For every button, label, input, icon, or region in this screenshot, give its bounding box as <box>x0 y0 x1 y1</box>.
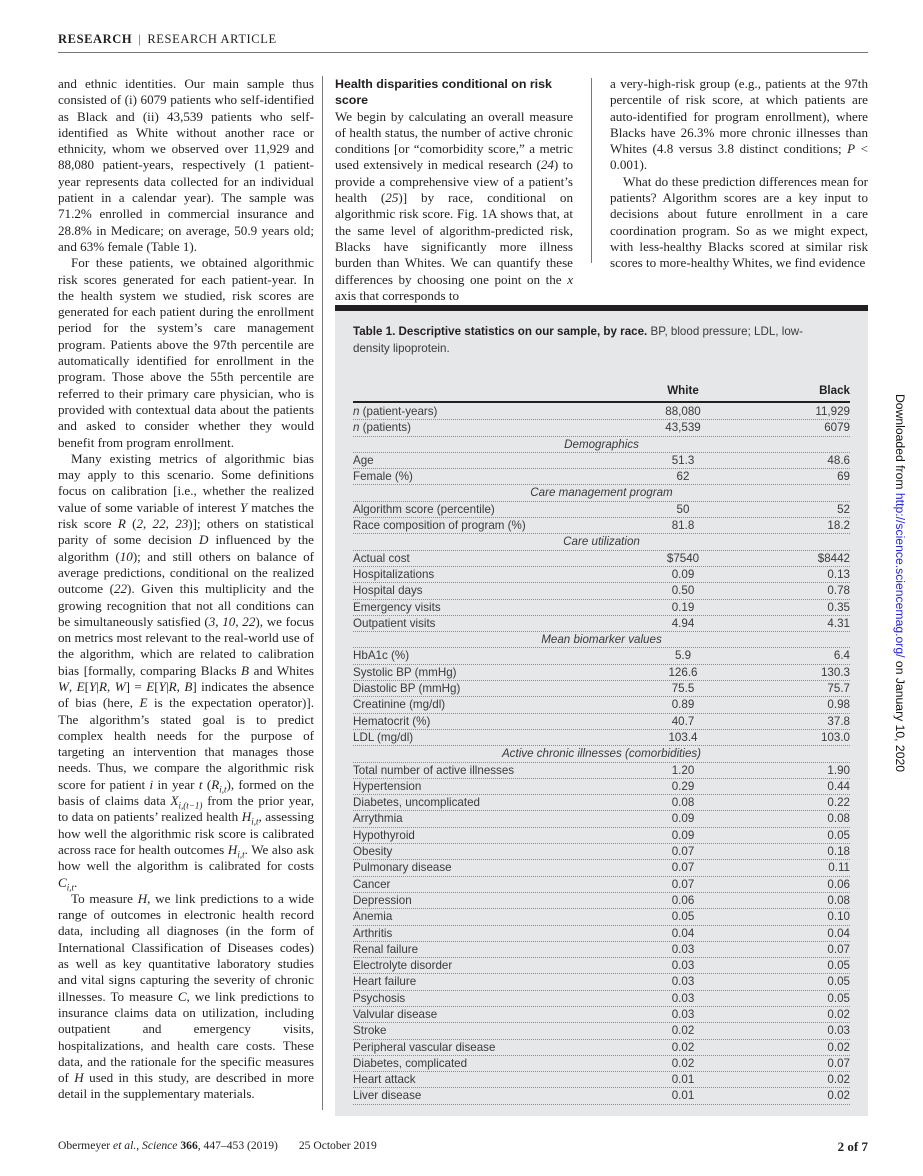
italic-run: 10 <box>222 613 236 629</box>
white-value: 50 <box>676 502 690 516</box>
paragraph <box>335 109 573 305</box>
italic-run: W <box>58 678 69 694</box>
text-run: from the prior year, to data on patients’ realized health <box>58 793 314 825</box>
white-value: 103.4 <box>668 730 698 744</box>
text-run: ); and still others on balance of average predictions, conditional on the realized outcome ( <box>58 548 314 597</box>
table-row <box>353 991 850 1007</box>
paragraph <box>610 76 868 174</box>
italic-run: 2 <box>136 516 143 532</box>
italic-run: t <box>198 776 203 792</box>
italic-run: 3 <box>208 613 216 629</box>
white-value: 0.03 <box>671 959 695 973</box>
italic-run: P <box>847 141 856 157</box>
white-value: 0.03 <box>671 1007 695 1021</box>
black-value: 0.04 <box>827 926 850 940</box>
article-type: RESEARCH ARTICLE <box>147 32 277 46</box>
paragraph <box>58 76 314 255</box>
row-label: Heart attack <box>353 1073 416 1087</box>
white-value: $7540 <box>666 551 700 565</box>
table-row <box>353 844 850 860</box>
row-label: LDL (mg/dl) <box>353 730 414 744</box>
table-row <box>353 926 850 942</box>
white-value: 0.01 <box>671 1073 695 1087</box>
text-run: What do these prediction differences mean for patients? Algorithm scores are a key input to decisions about future enrollment in a care coordination program. So as we might expect, with less-healthy Blacks scored at similar risk scores to more-healthy Whites, we find evidence <box>610 173 868 271</box>
table-row <box>353 942 850 958</box>
italic-run: B <box>184 678 193 694</box>
black-value: 69 <box>837 470 850 484</box>
table-row <box>353 730 850 746</box>
table-row <box>353 551 850 567</box>
row-label: Algorithm score (percentile) <box>353 502 495 516</box>
citation-authors: Obermeyer <box>58 1139 114 1152</box>
row-label: Hematocrit (%) <box>353 714 431 728</box>
paragraph <box>58 255 314 451</box>
white-value: 0.08 <box>671 796 695 810</box>
row-label: Electrolyte disorder <box>353 959 453 973</box>
italic-run: H <box>241 809 252 825</box>
italic-run: 10 <box>119 548 133 564</box>
white-value: 0.02 <box>671 1024 695 1038</box>
citation: Obermeyer et al., Science 366, 447–453 (2019) <box>58 1139 278 1152</box>
black-value: 75.7 <box>827 682 850 696</box>
page-number: 2 of 7 <box>837 1139 868 1154</box>
text-run: We begin by calculating an overall measure of health status, the number of active chronic conditions [or “comorbidity score,” a metric used extensively in medical research ( <box>335 108 573 173</box>
text-run: is the expectation operator)]. The algorithm’s stated goal is to predict complex health needs for the purpose of targeting an intervention that manages those needs. Thus, we compare the algorithmic risk score for patient <box>58 695 314 792</box>
table-body <box>353 404 850 1105</box>
white-value: 0.07 <box>671 845 695 859</box>
row-label: Creatinine (mg/dl) <box>353 698 446 712</box>
italic-run: H <box>137 890 148 906</box>
white-value: 0.01 <box>671 1089 695 1103</box>
table-row <box>353 714 850 730</box>
citation-journal: Science <box>142 1139 178 1152</box>
table-section-row: Active chronic illnesses (comorbidities) <box>353 746 850 762</box>
table-section-row: Demographics <box>353 437 850 453</box>
table-row <box>353 877 850 893</box>
subscript: i,(t−1) <box>178 800 203 811</box>
italic-run: H <box>227 841 238 857</box>
row-label: Depression <box>353 893 412 907</box>
footer <box>58 1139 868 1152</box>
table-row <box>353 420 850 436</box>
text-run: [ <box>84 678 90 694</box>
table-row <box>353 1007 850 1023</box>
white-value: 0.04 <box>671 926 695 940</box>
table-caption-text: BP, blood pressure; LDL, low-density lipoprotein. <box>353 325 804 355</box>
row-label: Total number of active illnesses <box>353 763 515 777</box>
text-run: , <box>68 678 77 694</box>
italic-run: B <box>241 662 250 678</box>
text-run: , <box>235 613 243 629</box>
black-value: 6.4 <box>833 649 850 663</box>
white-value: 0.03 <box>671 942 695 956</box>
white-value: 0.07 <box>671 877 695 891</box>
citation-pages: , 447–453 (2019) <box>197 1139 278 1152</box>
row-label: Outpatient visits <box>353 616 436 630</box>
text-run: , <box>143 516 153 532</box>
row-label: Diastolic BP (mmHg) <box>353 682 461 696</box>
black-value: 103.0 <box>820 730 850 744</box>
text-run: ), we focus on metrics most relevant to the real-world use of the algorithm, which are related to calibration bias [formally, comparing Blacks <box>58 613 315 678</box>
text-run: [ <box>154 678 159 694</box>
row-label: Hospitalizations <box>353 567 435 581</box>
black-value: 0.05 <box>827 975 850 989</box>
column-divider <box>322 76 323 1110</box>
text-run: , <box>176 678 185 694</box>
download-note <box>893 394 907 772</box>
table-row <box>353 453 850 469</box>
table-row <box>353 811 850 827</box>
citation-etal: et al. <box>113 1139 137 1152</box>
table-row <box>353 583 850 599</box>
table-header <box>353 381 850 403</box>
header-separator: | <box>138 32 142 46</box>
text-run: matches the risk score <box>58 499 314 532</box>
white-value: 0.06 <box>671 893 695 907</box>
black-value: 0.98 <box>827 698 850 712</box>
italic-run: R <box>98 678 107 694</box>
table-caption-title: Table 1. Descriptive statistics on our sample, by race. <box>353 325 648 338</box>
italic-run: C <box>58 874 67 890</box>
row-label: Pulmonary disease <box>353 861 452 875</box>
table-row <box>353 404 850 420</box>
black-value: 6079 <box>824 421 850 435</box>
text-run: used in this study, are described in more detail in the supplementary materials. <box>58 1070 314 1102</box>
black-value: 0.11 <box>828 861 850 875</box>
text-run: ). Given this multiplicity and the growing recognition that not all conditions can be simultaneously satisfied ( <box>58 581 314 629</box>
row-label: Hospital days <box>353 584 423 598</box>
text-run: )]; others on statistical parity of some decision <box>58 516 314 548</box>
row-label: Diabetes, uncomplicated <box>353 796 480 810</box>
black-value: 0.06 <box>827 877 850 891</box>
table-row <box>353 1023 850 1039</box>
italic-run: Y <box>89 678 97 694</box>
white-value: 0.09 <box>671 812 695 826</box>
table-row <box>353 795 850 811</box>
download-note-suffix: on January 10, 2020 <box>893 657 907 773</box>
italic-run: R <box>168 678 177 694</box>
middle-column <box>335 76 573 304</box>
black-value: 0.07 <box>827 942 850 956</box>
italic-run: 22 <box>113 581 128 597</box>
black-value: 130.3 <box>820 665 850 679</box>
paragraph <box>58 891 314 1103</box>
row-label: Obesity <box>353 845 393 859</box>
row-label: Emergency visits <box>353 600 441 614</box>
table-row <box>353 763 850 779</box>
black-value: 18.2 <box>827 519 850 533</box>
row-label: Arthritis <box>353 926 393 940</box>
italic-run: Y <box>158 678 166 694</box>
white-value: 81.8 <box>671 519 695 533</box>
row-label: Arrythmia <box>353 812 403 826</box>
white-value: 4.94 <box>671 616 695 630</box>
italic-run: D <box>198 532 209 548</box>
white-value: 62 <box>676 470 690 484</box>
row-label: Stroke <box>353 1024 387 1038</box>
black-value: 1.90 <box>827 763 850 777</box>
black-value: 0.02 <box>827 1073 850 1087</box>
black-value: 0.13 <box>827 567 850 581</box>
table-row <box>353 779 850 795</box>
italic-run: X <box>170 793 179 809</box>
table-row <box>353 616 850 632</box>
black-value: 0.05 <box>827 959 850 973</box>
table-row <box>353 567 850 583</box>
download-link[interactable]: http://science.sciencemag.org/ <box>893 492 907 658</box>
black-value: 0.10 <box>827 910 850 924</box>
text-run: ( <box>202 776 212 792</box>
italic-run: 25 <box>385 190 399 206</box>
row-label: Cancer <box>353 877 391 891</box>
black-value: 0.02 <box>827 1089 850 1103</box>
text-run: . <box>74 874 78 890</box>
white-value: 75.5 <box>671 682 695 696</box>
black-value: 48.6 <box>827 453 850 467</box>
text-run: , <box>215 613 223 629</box>
row-label: Female (%) <box>353 470 413 484</box>
section-heading: Health disparities conditional on risk score <box>335 77 552 108</box>
italic-run: 23 <box>175 516 189 532</box>
italic-run: Y <box>239 499 248 515</box>
white-value: 40.7 <box>671 714 695 728</box>
text-run: . We also ask how well the algorithm is calibrated for costs <box>58 841 315 874</box>
table-section-row: Care utilization <box>353 534 850 550</box>
black-value: $8442 <box>817 551 850 565</box>
italic-run: R <box>211 776 220 792</box>
table-caption <box>353 323 833 357</box>
black-value: 37.8 <box>827 714 850 728</box>
black-value: 11,929 <box>815 405 850 418</box>
white-value: 0.09 <box>671 567 695 581</box>
text-run: < 0.001). <box>610 141 868 173</box>
row-label: Anemia <box>353 910 393 924</box>
italic-run: E <box>139 695 148 711</box>
table-section-row: Mean biomarker values <box>353 632 850 648</box>
white-value: 0.19 <box>671 600 695 614</box>
column-header-white: White <box>667 384 699 397</box>
italic-run: H <box>74 1070 84 1086</box>
table-row <box>353 469 850 485</box>
table-row <box>353 697 850 713</box>
black-value: 0.08 <box>827 812 850 826</box>
text-run: , we link predictions to insurance claims data on utilization, including outpatient and emergency visits, hospitalizations, and health care costs. These data, and the rationale for the specific measures of <box>58 988 315 1086</box>
table-row <box>353 681 850 697</box>
row-label: Renal failure <box>353 942 419 956</box>
italic-run: E <box>76 678 85 694</box>
black-value: 0.07 <box>827 1056 850 1070</box>
text-run: axis that corresponds to <box>335 287 460 303</box>
table-row <box>353 1040 850 1056</box>
row-label: Hypothyroid <box>353 828 415 842</box>
paragraph <box>610 174 868 272</box>
text-run: ] = <box>125 678 147 694</box>
white-value: 0.89 <box>671 698 695 712</box>
black-value: 0.35 <box>827 600 850 614</box>
text-run: , we link predictions to a wide range of outcomes in electronic health record data, including all diagnoses (in the form of International Classification of Diseases codes) as well as key quantitative laboratory studies and vital signs capturing the severity of chronic illnesses. To measure <box>58 890 314 1004</box>
table-row <box>353 974 850 990</box>
paragraph <box>58 451 314 891</box>
running-header <box>58 32 868 53</box>
text-run: ( <box>125 516 137 532</box>
italic-run: 24 <box>540 157 554 173</box>
white-value: 0.50 <box>671 584 695 598</box>
table-row <box>353 600 850 616</box>
row-label: Psychosis <box>353 991 406 1005</box>
text-run: , <box>165 516 176 532</box>
table-row <box>353 648 850 664</box>
table-row <box>353 893 850 909</box>
text-run: To measure <box>71 890 138 906</box>
black-value: 0.05 <box>827 991 850 1005</box>
black-value: 0.02 <box>827 1007 850 1021</box>
white-value: 88,080 <box>665 405 701 418</box>
table-row <box>353 1056 850 1072</box>
text-run: | <box>96 678 99 694</box>
subscript: i,t <box>237 849 245 860</box>
black-value: 52 <box>837 502 850 516</box>
subscript: i,t <box>219 784 227 795</box>
black-value: 0.05 <box>827 828 850 842</box>
black-value: 0.02 <box>827 1040 850 1054</box>
white-value: 126.6 <box>668 665 698 679</box>
text-run: Many existing metrics of algorithmic bias may apply to this scenario. Some definitions focus on calibration [i.e., whether the realized value of some variable of interest <box>58 450 314 515</box>
table-row <box>353 518 850 534</box>
black-value: 0.03 <box>827 1024 850 1038</box>
black-value: 0.78 <box>827 584 850 598</box>
table-row <box>353 1088 850 1104</box>
row-label: Hypertension <box>353 779 422 793</box>
text-run: )] by race, conditional on algorithmic risk score. Fig. 1A shows that, at the same level of algorithm-predicted risk, Blacks have significantly more illness burden than Whites. We can quantify these differences by choosing one point on the <box>335 190 573 287</box>
table-section-row: Care management program <box>353 485 850 501</box>
black-value: 0.44 <box>827 779 850 793</box>
text-run: ) to provide a comprehensive view of a patient’s health ( <box>335 157 573 206</box>
italic-run: W <box>114 678 126 694</box>
row-label: Systolic BP (mmHg) <box>353 665 457 679</box>
left-column <box>58 76 314 1103</box>
text-run: , <box>106 678 115 694</box>
right-column <box>610 76 868 272</box>
black-value: 0.18 <box>827 845 850 859</box>
row-label: Heart failure <box>353 975 417 989</box>
citation-volume: 366 <box>180 1139 198 1152</box>
subscript: i,t <box>66 882 74 893</box>
italic-run: i <box>149 776 154 792</box>
white-value: 5.9 <box>674 649 692 663</box>
section-label: RESEARCH <box>58 32 133 46</box>
column-header-black: Black <box>819 384 850 397</box>
text-run: and ethnic identities. Our main sample thus consisted of (i) 6079 patients who self-identified as Black and (ii) 43,539 patients who self-identified as White without another race or ethnicity, whom we observed over 11,929 and 88,080 patient-years, respectively (1 patient-year represents data collected for an individual patient in a calendar year). The sample was 71.2% enrolled in commercial insurance and 28.8% in Medicare; on average, 50.9 years old; and 63% female (Table 1). <box>58 76 314 254</box>
italic-run: x <box>567 271 573 287</box>
white-value: 43,539 <box>665 421 701 435</box>
black-value: 0.08 <box>827 893 850 907</box>
table-row <box>353 958 850 974</box>
text-run: , assessing how well the algorithmic risk score is calibrated across race for health outcomes <box>58 809 314 857</box>
white-value: 0.09 <box>671 828 695 842</box>
row-label: Actual cost <box>353 551 410 565</box>
row-label: n (patient-years) <box>353 405 438 418</box>
white-value: 51.3 <box>671 453 695 467</box>
row-label: Age <box>353 453 374 467</box>
italic-run: 22 <box>152 516 166 532</box>
white-value: 1.20 <box>671 763 695 777</box>
text-run: | <box>165 678 169 694</box>
italic-run: R <box>117 516 126 532</box>
row-label: Liver disease <box>353 1089 422 1103</box>
row-label: Diabetes, complicated <box>353 1056 468 1070</box>
white-value: 0.29 <box>671 779 695 793</box>
text-run: in year <box>153 776 199 792</box>
row-label: Peripheral vascular disease <box>353 1040 496 1054</box>
row-label: n (patients) <box>353 421 412 435</box>
table-row <box>353 909 850 925</box>
italic-run: C <box>177 988 187 1004</box>
white-value: 0.02 <box>671 1056 695 1070</box>
text-run: influenced by the algorithm ( <box>58 532 314 564</box>
white-value: 0.03 <box>671 991 695 1005</box>
table-row <box>353 828 850 844</box>
table-row <box>353 502 850 518</box>
row-label: Valvular disease <box>353 1007 438 1021</box>
row-label: HbA1c (%) <box>353 649 410 663</box>
white-value: 0.03 <box>671 975 695 989</box>
text-run: For these patients, we obtained algorithmic risk scores generated for each patient-year. In the health system we studied, risk scores are generated for each patient during the enrollment period for the system’s care management program. Patients above the 97th percentile are automatically identified for enrollment in the program. Those above the 55th percentile are referred to their primary care physician, who is provided with contextual data about the patients and asked to consider whether they would benefit from program enrollment. <box>58 255 314 450</box>
table-row <box>353 860 850 876</box>
white-value: 0.05 <box>671 910 695 924</box>
row-label: Race composition of program (%) <box>353 519 526 533</box>
download-note-prefix: Downloaded from <box>893 394 907 493</box>
table-1 <box>335 305 868 1116</box>
italic-run: E <box>146 678 155 694</box>
italic-run: 22 <box>242 613 256 629</box>
black-value: 0.22 <box>827 796 850 810</box>
white-value: 0.07 <box>671 861 695 875</box>
subscript: i,t <box>251 816 259 827</box>
table-row <box>353 1072 850 1088</box>
text-run: ), formed on the basis of claims data <box>58 776 314 809</box>
column-divider <box>591 78 592 263</box>
publication-date: 25 October 2019 <box>298 1139 377 1152</box>
text-run: ] indicates the absence of bias (here, <box>58 678 315 711</box>
black-value: 4.31 <box>827 616 850 630</box>
table-row <box>353 665 850 681</box>
text-run: and Whites <box>249 662 315 678</box>
text-run: a very-high-risk group (e.g., patients at the 97th percentile of risk score, at which patients are auto-identified for program enrollment), where Blacks have 26.3% more chronic illnesses than Whites (4.8 versus 3.8 distinct conditions; <box>610 76 868 157</box>
white-value: 0.02 <box>671 1040 695 1054</box>
